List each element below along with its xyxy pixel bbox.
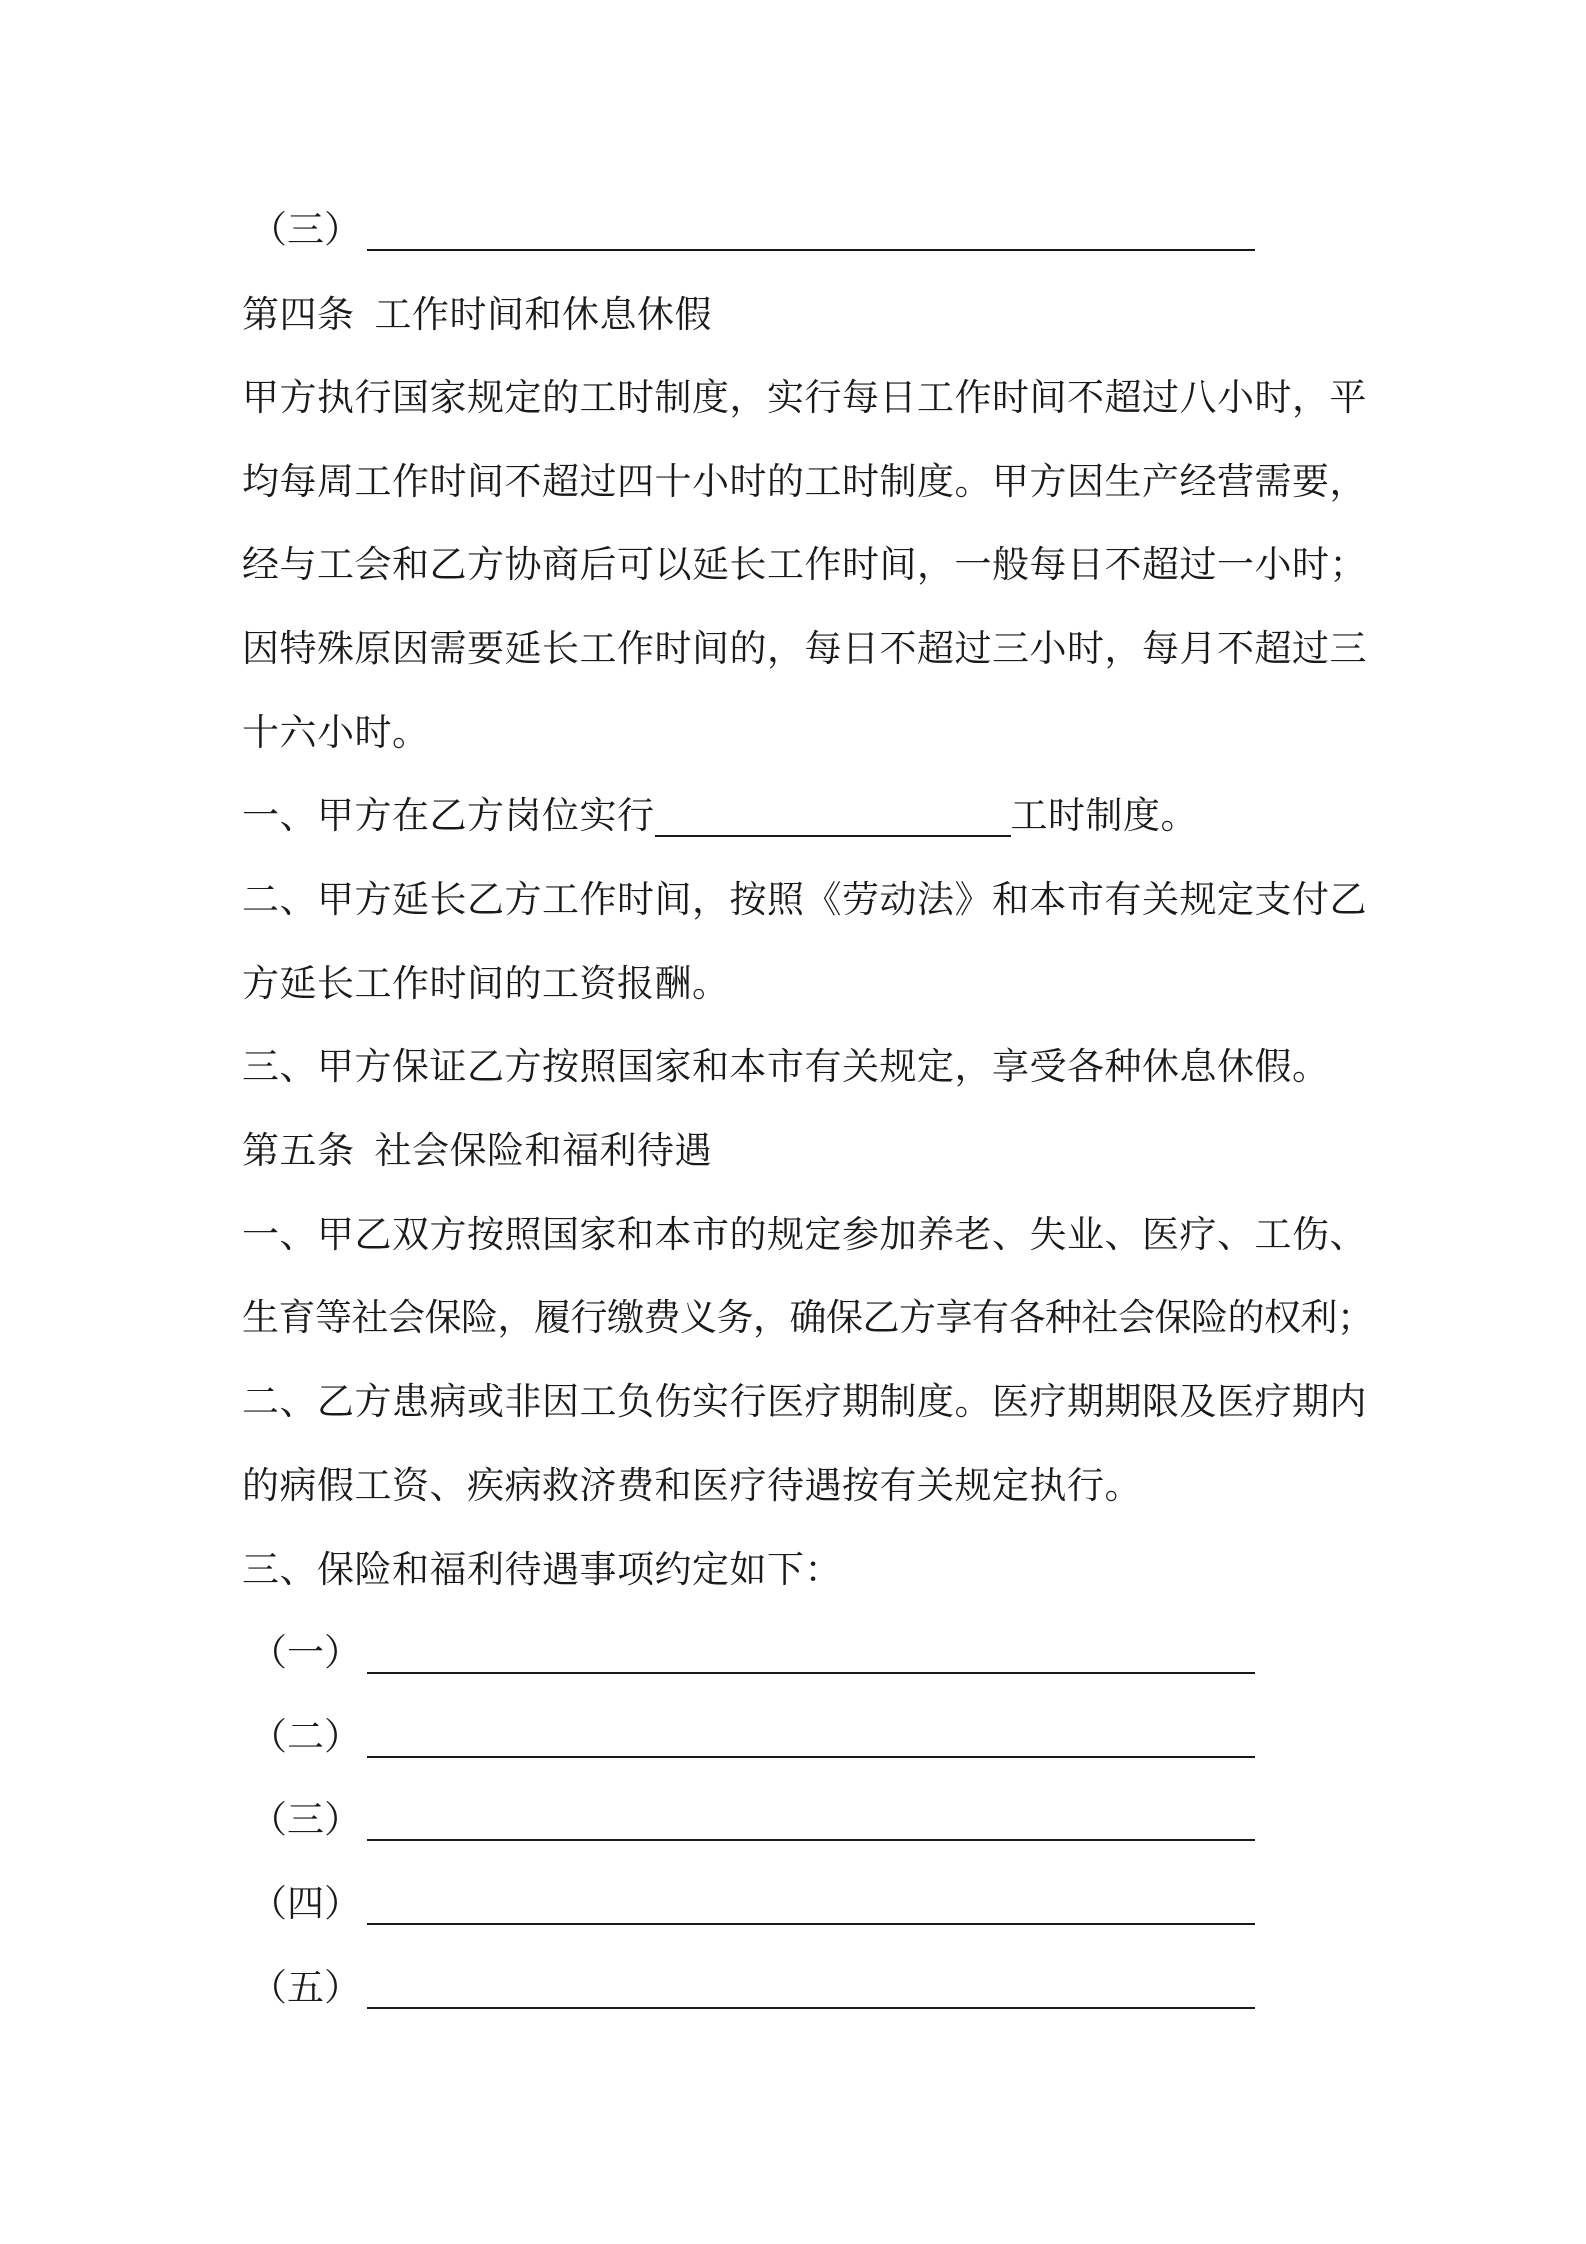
blank-item-2 (250, 1712, 1255, 1762)
article-5-clause-1-line: 一、甲乙双方按照国家和本市的规定参加养老、失业、医疗、工伤、 (242, 1213, 1367, 1256)
article-4-title: 工作时间和休息休假 (374, 293, 712, 336)
clause-1-suffix: 工时制度。 (1010, 794, 1198, 837)
fill-in-blank[interactable] (367, 1712, 1255, 1758)
article-5-heading (242, 1126, 712, 1176)
article-4-clause-2-line: 方延长工作时间的工资报酬。 (242, 962, 730, 1005)
article-5-clause-2-line: 的病假工资、疾病救济费和医疗待遇按有关规定执行。 (242, 1464, 1142, 1507)
paragraph-line: 甲方执行国家规定的工时制度，实行每日工作时间不超过八小时，平 (242, 376, 1367, 419)
item-marker: （四） (250, 1882, 361, 1925)
item-marker: （三） (250, 208, 361, 251)
fill-in-blank[interactable] (367, 1963, 1255, 2009)
fill-in-blank[interactable] (367, 1879, 1255, 1925)
item-marker: （一） (250, 1631, 361, 1674)
blank-item-4 (250, 1879, 1255, 1929)
article-4-number: 第四条 (242, 293, 355, 336)
item-marker: （三） (250, 1798, 361, 1841)
article-5-clause-3: 三、保险和福利待遇事项约定如下： (242, 1548, 842, 1591)
article-5-title: 社会保险和福利待遇 (374, 1129, 712, 1172)
paragraph-line: 经与工会和乙方协商后可以延长工作时间，一般每日不超过一小时； (242, 543, 1367, 586)
clause-1-prefix: 一、甲方在乙方岗位实行 (242, 794, 655, 837)
article-4-heading (242, 290, 712, 340)
item-marker: （二） (250, 1715, 361, 1758)
article-4-clause-3: 三、甲方保证乙方按照国家和本市有关规定，享受各种休息休假。 (242, 1045, 1330, 1088)
article-5-clause-2-line: 二、乙方患病或非因工负伤实行医疗期制度。医疗期期限及医疗期内 (242, 1380, 1367, 1423)
fill-in-blank[interactable] (367, 1628, 1255, 1674)
blank-item-1 (250, 1628, 1255, 1678)
article-4-clause-2-line: 二、甲方延长乙方工作时间，按照《劳动法》和本市有关规定支付乙 (242, 878, 1367, 921)
work-hour-system-blank[interactable] (655, 791, 1011, 837)
paragraph-line: 因特殊原因需要延长工作时间的，每日不超过三小时，每月不超过三 (242, 627, 1367, 670)
article-5-number: 第五条 (242, 1129, 355, 1172)
blank-item-3 (250, 1795, 1255, 1845)
blank-item-5 (250, 1963, 1255, 2013)
fill-in-blank[interactable] (367, 1795, 1255, 1841)
article-4-clause-1 (242, 791, 1198, 841)
fill-in-blank[interactable] (367, 205, 1255, 251)
item-marker: （五） (250, 1966, 361, 2009)
paragraph-line: 均每周工作时间不超过四十小时的工时制度。甲方因生产经营需要， (242, 460, 1367, 503)
article-5-clause-1-line: 生育等社会保险，履行缴费义务，确保乙方享有各种社会保险的权利； (242, 1296, 1374, 1339)
blank-item-3-top (250, 205, 1255, 255)
paragraph-line: 十六小时。 (242, 711, 430, 754)
